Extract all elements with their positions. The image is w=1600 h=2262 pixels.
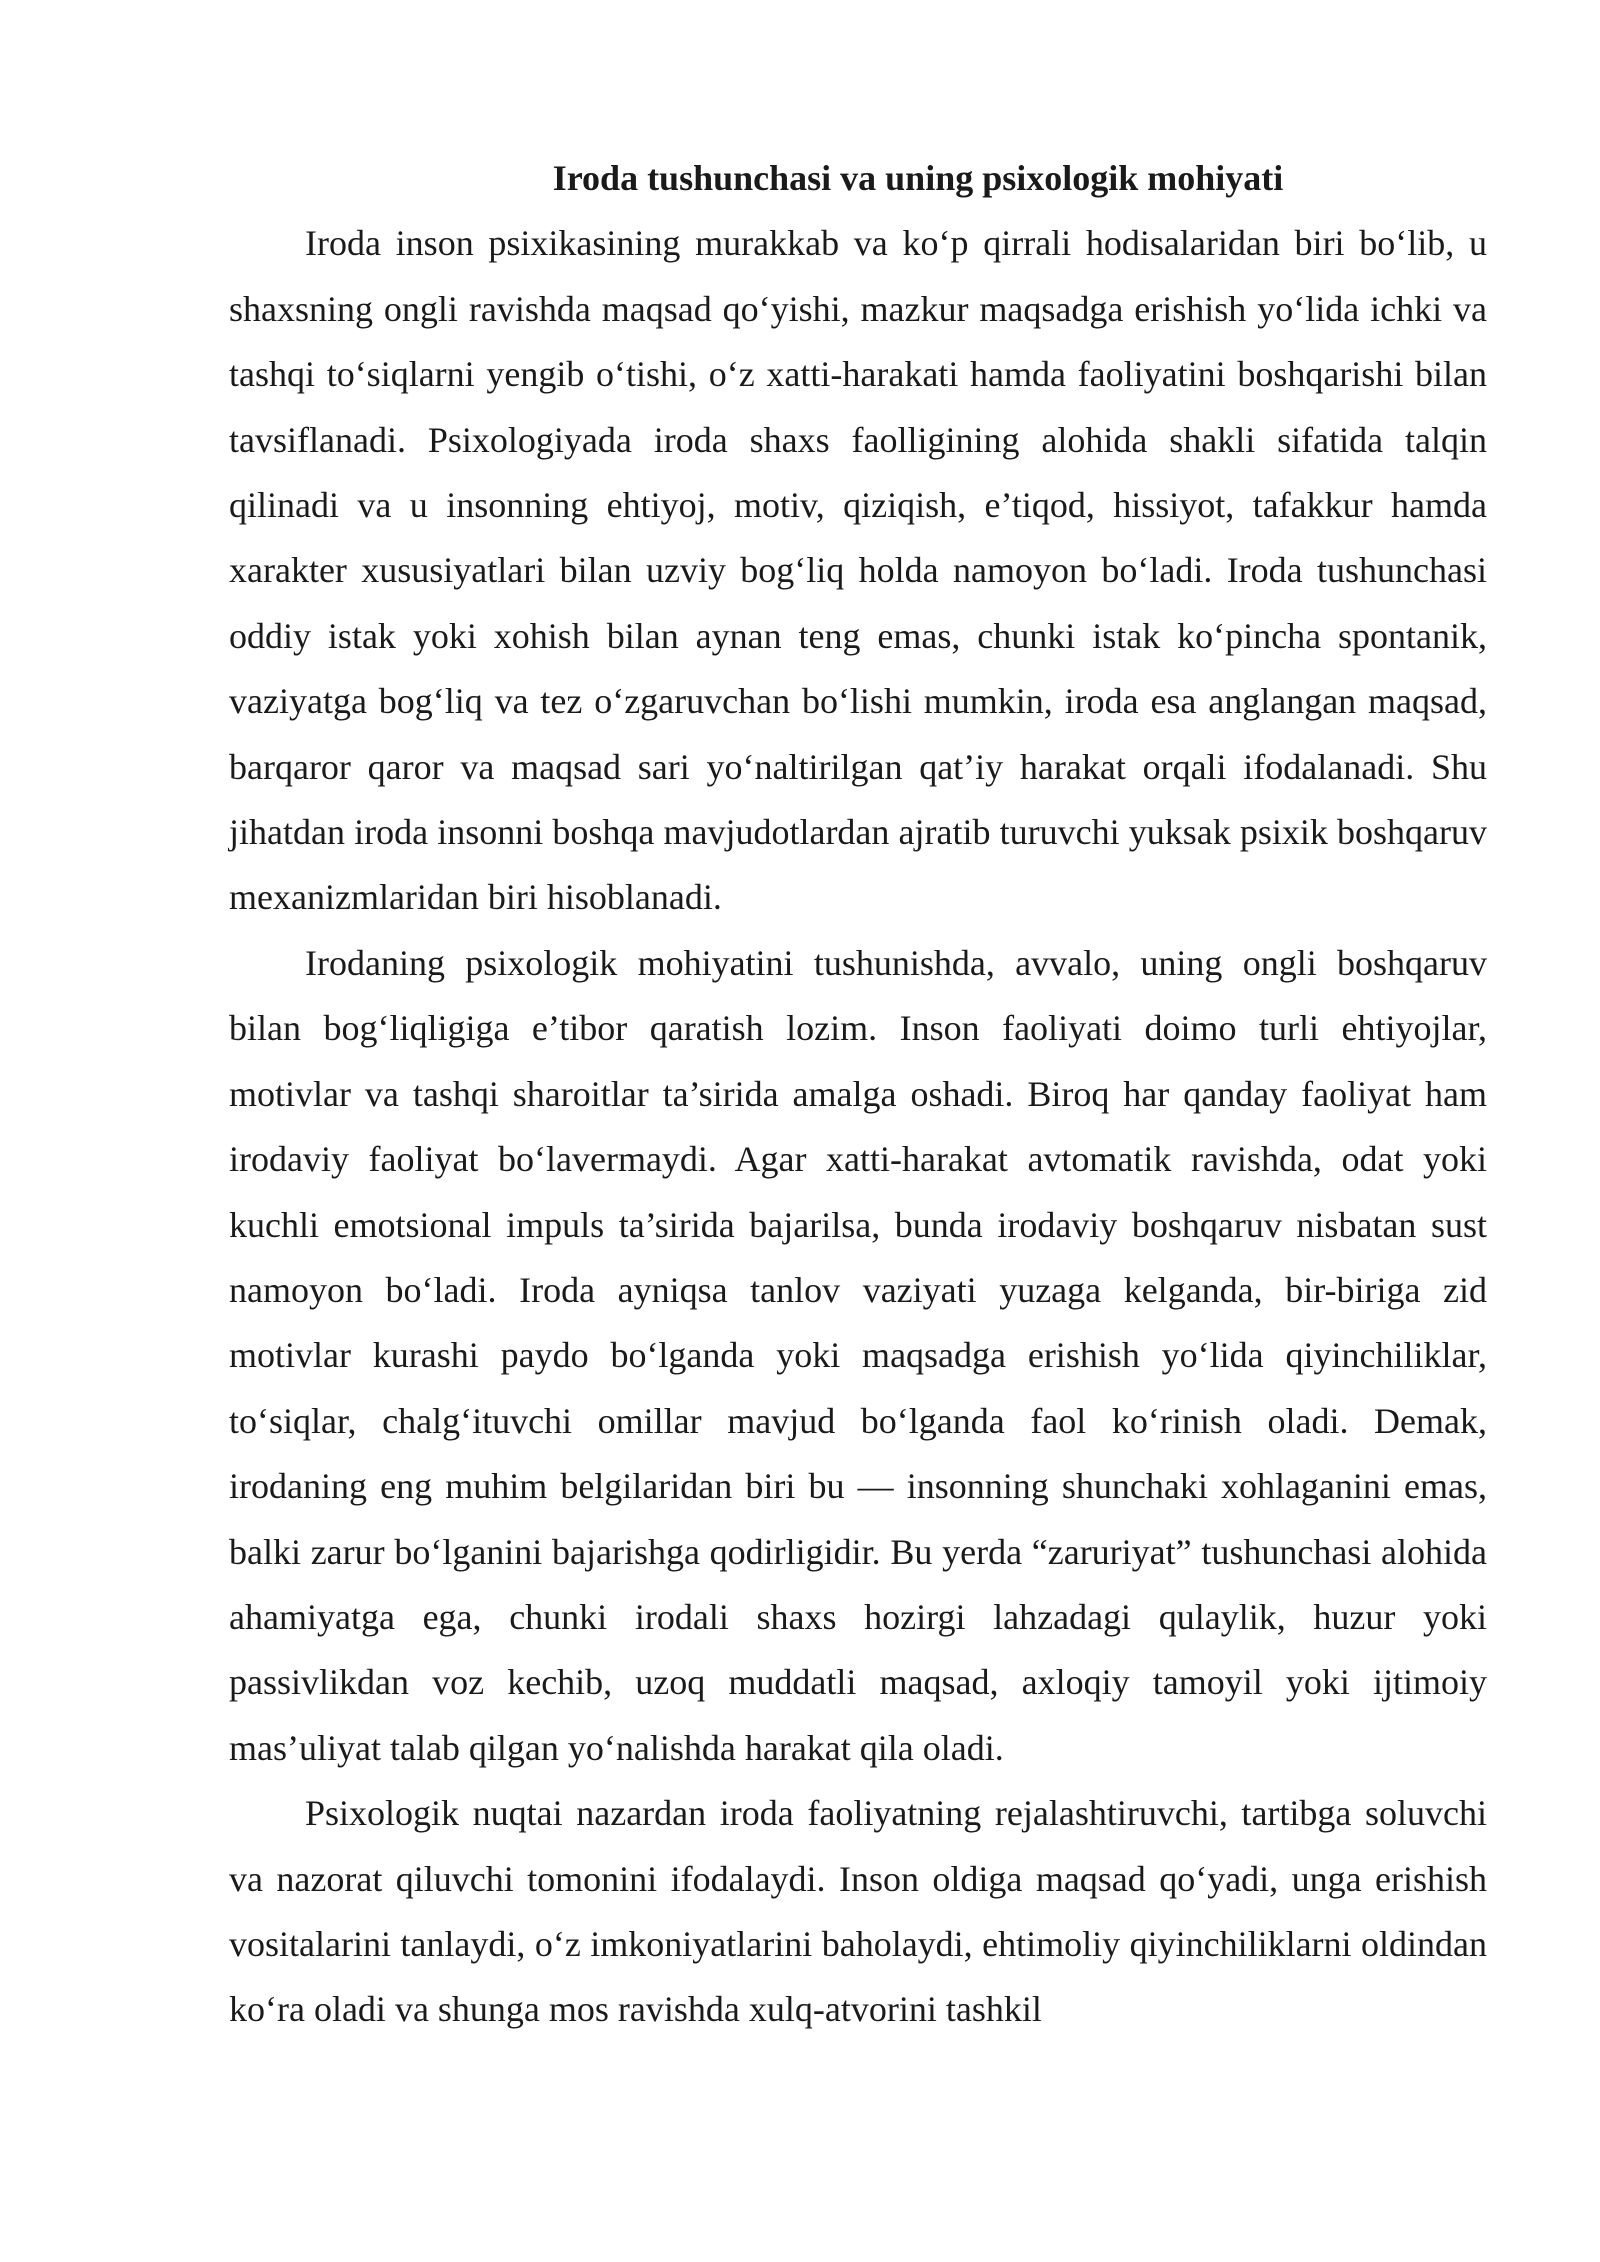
paragraph-2: Irodaning psixologik mohiyatini tushunishda, avvalo, uning ongli boshqaruv bilan bog‘liqligiga e’tibor qaratish lozim. Inson faoliyati doimo turli ehtiyojlar, motivlar va tashqi sharoitlar ta’sirida amalga oshadi. Biroq har qanday faoliyat ham irodaviy faoliyat bo‘lavermaydi. Agar xatti-harakat avtomatik ravishda, odat yoki kuchli emotsional impuls ta’sirida bajarilsa, bunda irodaviy boshqaruv nisbatan sust namoyon bo‘ladi. Iroda ayniqsa tanlov vaziyati yuzaga kelganda, bir-biriga zid motivlar kurashi paydo bo‘lganda yoki maqsadga erishish yo‘lida qiyinchiliklar, to‘siqlar, chalg‘ituvchi omillar mavjud bo‘lganda faol ko‘rinish oladi. Demak, irodaning eng muhim belgilaridan biri bu — insonning shunchaki xohlaganini emas, balki zarur bo‘lganini bajarishga qodirligidir. Bu yerda “zaruriyat” tushunchasi alohida ahamiyatga ega, chunki irodali shaxs hozirgi lahzadagi qulaylik, huzur yoki passivlikdan voz kechib, uzoq muddatli maqsad, axloqiy tamoyil yoki ijtimoiy mas’uliyat talab qilgan yo‘nalishda harakat qila oladi. [229,942,1487,1768]
document-body [229,146,1487,2043]
document-title: Iroda tushunchasi va uning psixologik mohiyati [552,158,1284,198]
paragraph-3: Psixologik nuqtai nazardan iroda faoliyatning rejalashtiruvchi, tartibga soluvchi va nazorat qiluvchi tomonini ifodalaydi. Inson oldiga maqsad qo‘yadi, unga erishish vositalarini tanlaydi, o‘z imkoniyatlarini baholaydi, ehtimoliy qiyinchiliklarni oldindan ko‘ra oladi va shunga mos ravishda xulq-atvorini tashkil [229,1793,1487,2030]
paragraph-1: Iroda inson psixikasining murakkab va ko‘p qirrali hodisalaridan biri bo‘lib, u shaxsning ongli ravishda maqsad qo‘yishi, mazkur maqsadga erishish yo‘lida ichki va tashqi to‘siqlarni yengib o‘tishi, o‘z xatti-harakati hamda faoliyatini boshqarishi bilan tavsiflanadi. Psixologiyada iroda shaxs faolligining alohida shakli sifatida talqin qilinadi va u insonning ehtiyoj, motiv, qiziqish, e’tiqod, hissiyot, tafakkur hamda xarakter xususiyatlari bilan uzviy bog‘liq holda namoyon bo‘ladi. Iroda tushunchasi oddiy istak yoki xohish bilan aynan teng emas, chunki istak ko‘pincha spontanik, vaziyatga bog‘liq va tez o‘zgaruvchan bo‘lishi mumkin, iroda esa anglangan maqsad, barqaror qaror va maqsad sari yo‘naltirilgan qat’iy harakat orqali ifodalanadi. Shu jihatdan iroda insonni boshqa mavjudotlardan ajratib turuvchi yuksak psixik boshqaruv mexanizmlaridan biri hisoblanadi. [229,223,1487,918]
